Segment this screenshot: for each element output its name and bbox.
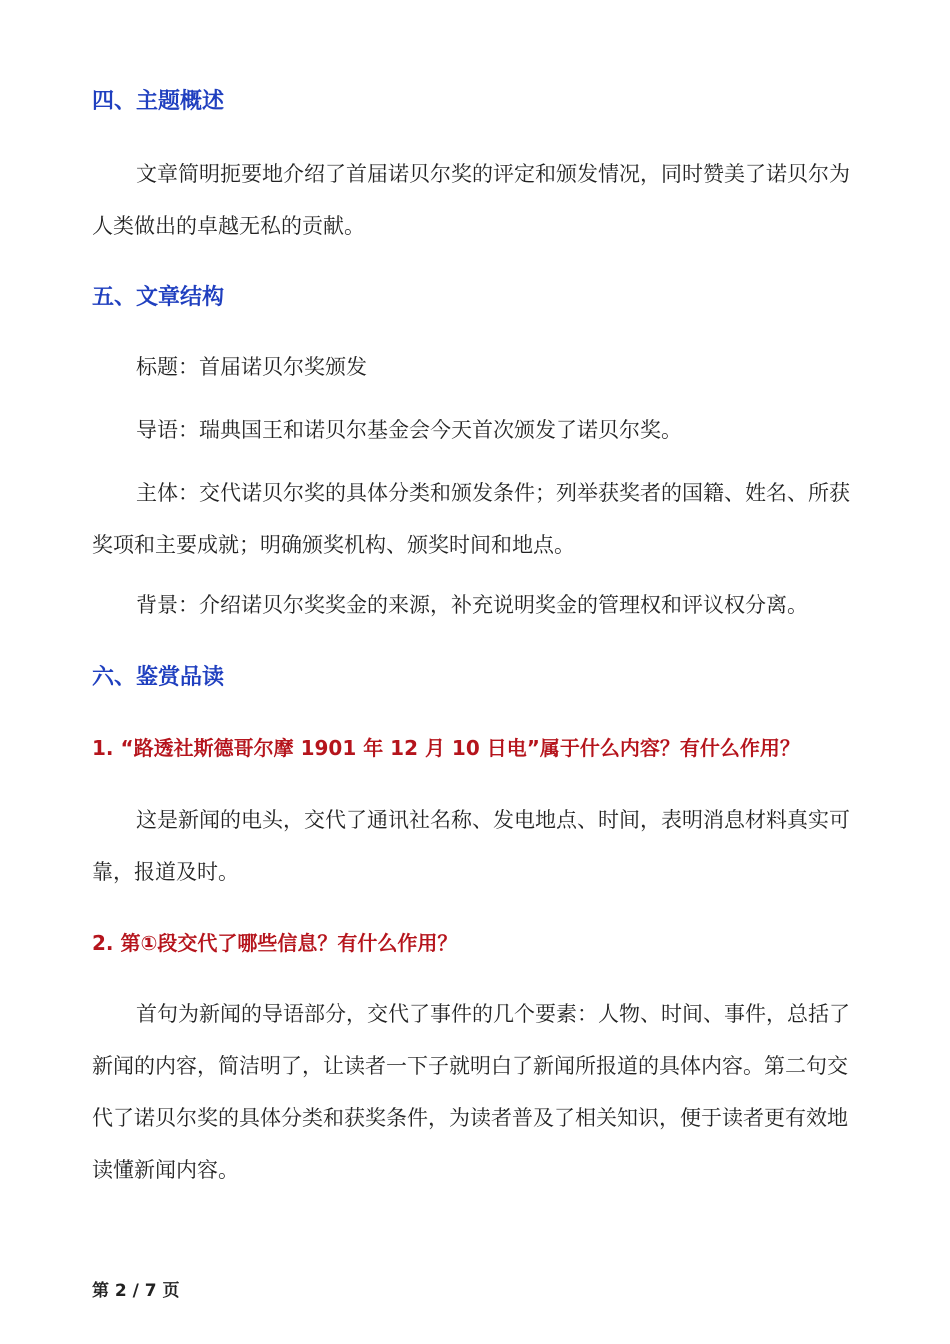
- question-1: 1. “路透社斯德哥尔摩 1901 年 12 月 10 日电”属于什么内容？有什么作用？: [92, 736, 800, 760]
- answer-1-paragraph: 这是新闻的电头，交代了通讯社名称、发电地点、时间，表明消息材料真实可靠，报道及时。: [92, 808, 850, 884]
- answer-2-paragraph: 首句为新闻的导语部分，交代了事件的几个要素：人物、时间、事件，总括了新闻的内容，简洁明了，让读者一下子就明白了新闻所报道的具体内容。第二句交代了诺贝尔奖的具体分类和获奖条件，为读者普及了相关知识，便于读者更有效地读懂新闻内容。: [92, 1002, 850, 1182]
- question-2: 2. 第①段交代了哪些信息？有什么作用？: [92, 931, 458, 955]
- structure-lead-line: 导语：瑞典国王和诺贝尔基金会今天首次颁发了诺贝尔奖。: [136, 418, 682, 442]
- structure-main-paragraph: 主体：交代诺贝尔奖的具体分类和颁发条件；列举获奖者的国籍、姓名、所获奖项和主要成就；明确颁奖机构、颁奖时间和地点。: [92, 481, 850, 557]
- page-number: 第 2 / 7 页: [92, 1281, 180, 1301]
- section-heading-theme: 四、主题概述: [92, 89, 225, 114]
- theme-paragraph: 文章简明扼要地介绍了首届诺贝尔奖的评定和颁发情况，同时赞美了诺贝尔为人类做出的卓越无私的贡献。: [92, 162, 850, 238]
- structure-background-line: 背景：介绍诺贝尔奖奖金的来源，补充说明奖金的管理权和评议权分离。: [136, 593, 808, 617]
- structure-title-line: 标题：首届诺贝尔奖颁发: [136, 355, 367, 379]
- section-heading-structure: 五、文章结构: [92, 285, 225, 310]
- section-heading-appreciation: 六、鉴赏品读: [92, 665, 225, 690]
